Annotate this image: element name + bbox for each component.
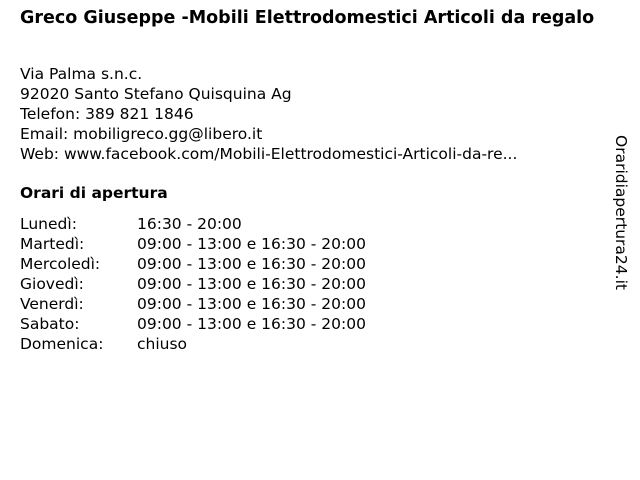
day-label: Sabato: xyxy=(20,315,80,333)
time-value: 09:00 - 13:00 e 16:30 - 20:00 xyxy=(137,295,366,313)
city-address: 92020 Santo Stefano Quisquina Ag xyxy=(20,85,292,103)
time-value: chiuso xyxy=(137,335,188,353)
day-label: Domenica: xyxy=(20,335,104,353)
day-label: Martedì: xyxy=(20,235,85,253)
business-name: Greco Giuseppe -Mobili Elettrodomestici Articoli da regalo xyxy=(20,8,595,28)
day-label: Mercoledì: xyxy=(20,255,101,273)
time-value: 09:00 - 13:00 e 16:30 - 20:00 xyxy=(137,315,366,333)
email-address: Email: mobiligreco.gg@libero.it xyxy=(20,125,263,143)
time-value: 09:00 - 13:00 e 16:30 - 20:00 xyxy=(137,275,366,293)
site-watermark: Oraridiapertura24.it xyxy=(612,135,630,290)
phone-number: Telefon: 389 821 1846 xyxy=(20,105,194,123)
day-label: Lunedì: xyxy=(20,215,77,233)
street-address: Via Palma s.n.c. xyxy=(20,65,143,83)
time-value: 09:00 - 13:00 e 16:30 - 20:00 xyxy=(137,255,366,273)
opening-hours-heading: Orari di apertura xyxy=(20,184,168,202)
website-link[interactable]: Web: www.facebook.com/Mobili-Elettrodomestici-Articoli-da-re... xyxy=(20,145,518,163)
time-value: 09:00 - 13:00 e 16:30 - 20:00 xyxy=(137,235,366,253)
time-value: 16:30 - 20:00 xyxy=(137,215,242,233)
day-label: Venerdì: xyxy=(20,295,84,313)
day-label: Giovedì: xyxy=(20,275,84,293)
contact-info xyxy=(20,64,600,164)
